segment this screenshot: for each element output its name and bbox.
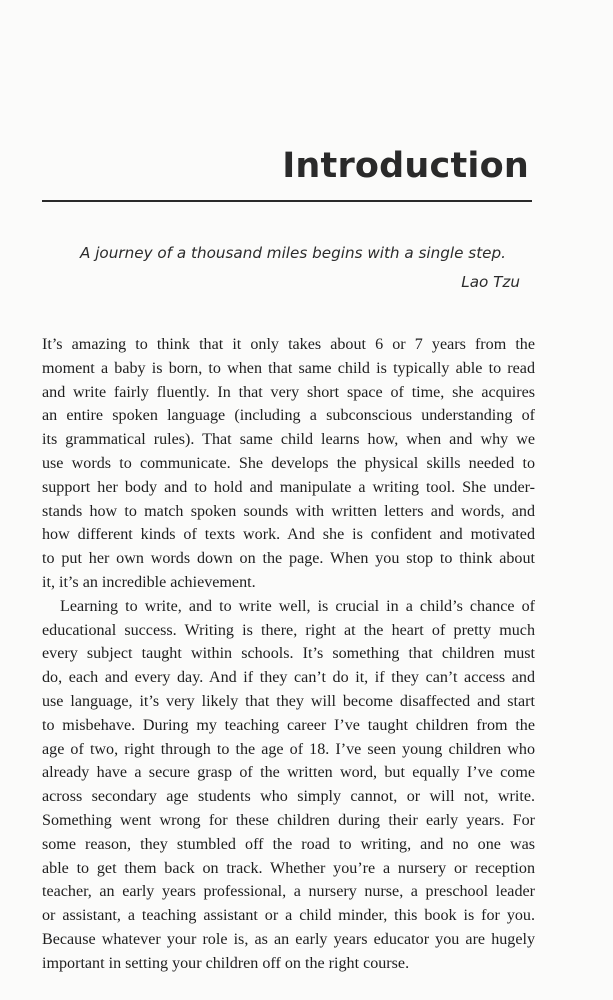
paragraph-1-line: how different kinds of texts work. And she is confident and motivated xyxy=(42,526,535,544)
body-text xyxy=(42,333,535,976)
paragraph-2-line: or assistant, a teaching assistant or a child minder, this book is for you. xyxy=(42,907,535,925)
paragraph-2-line: Something went wrong for these children during their early years. For xyxy=(42,811,535,829)
paragraph-2-line: able to get them back on track. Whether you’re a nursery or reception xyxy=(42,859,535,877)
title-rule xyxy=(42,200,532,202)
paragraph-1-line: it, it’s an incredible achievement. xyxy=(42,573,256,591)
paragraph-2-line: some reason, they stumbled off the road to writing, and no one was xyxy=(42,835,535,853)
epigraph-quote: A journey of a thousand miles begins with a single step. xyxy=(80,244,506,262)
paragraph-2-line: Learning to write, and to write well, is crucial in a child’s chance of xyxy=(60,597,535,615)
paragraph-1-line: and write fairly fluently. In that very short space of time, she acquires xyxy=(42,383,535,401)
epigraph-author: Lao Tzu xyxy=(461,273,520,291)
paragraph-2-line: to misbehave. During my teaching career I’ve taught children from the xyxy=(42,716,535,734)
paragraph-2-line: educational success. Writing is there, right at the heart of pretty much xyxy=(42,621,535,639)
paragraph-1-line: stands how to match spoken sounds with written letters and words, and xyxy=(42,502,535,520)
paragraph-1-line: to put her own words down on the page. When you stop to think about xyxy=(42,550,535,568)
paragraph-1-line: use words to communicate. She develops the physical skills needed to xyxy=(42,454,535,472)
paragraph-2-line: important in setting your children off on the right course. xyxy=(42,954,410,972)
paragraph-2-line: age of two, right through to the age of 18. I’ve seen young children who xyxy=(42,740,535,758)
paragraph-2-line: do, each and every day. And if they can’t do it, if they can’t access and xyxy=(42,669,535,687)
paragraph-1-line: an entire spoken language (including a subconscious understanding of xyxy=(42,407,535,425)
paragraph-2-line: teacher, an early years professional, a nursery nurse, a preschool leader xyxy=(42,883,535,901)
paragraph-1-line: It’s amazing to think that it only takes about 6 or 7 years from the xyxy=(42,336,535,353)
paragraph-2-line: use language, it’s very likely that they will become disaffected and start xyxy=(42,692,535,710)
paragraph-2-line: Because whatever your role is, as an early years educator you are hugely xyxy=(42,930,535,948)
paragraph-2-line: every subject taught within schools. It’s something that children must xyxy=(42,645,535,663)
paragraph-2-line: across secondary age students who simply cannot, or will not, write. xyxy=(42,788,535,806)
paragraph-1-line: support her body and to hold and manipulate a writing tool. She under- xyxy=(42,478,535,496)
paragraph-1-line: moment a baby is born, to when that same child is typically able to read xyxy=(42,359,535,377)
paragraph-1-line: its grammatical rules). That same child learns how, when and why we xyxy=(42,431,535,449)
paragraph-2-line: already have a secure grasp of the written word, but equally I’ve come xyxy=(42,764,535,782)
chapter-title: Introduction xyxy=(282,146,529,186)
